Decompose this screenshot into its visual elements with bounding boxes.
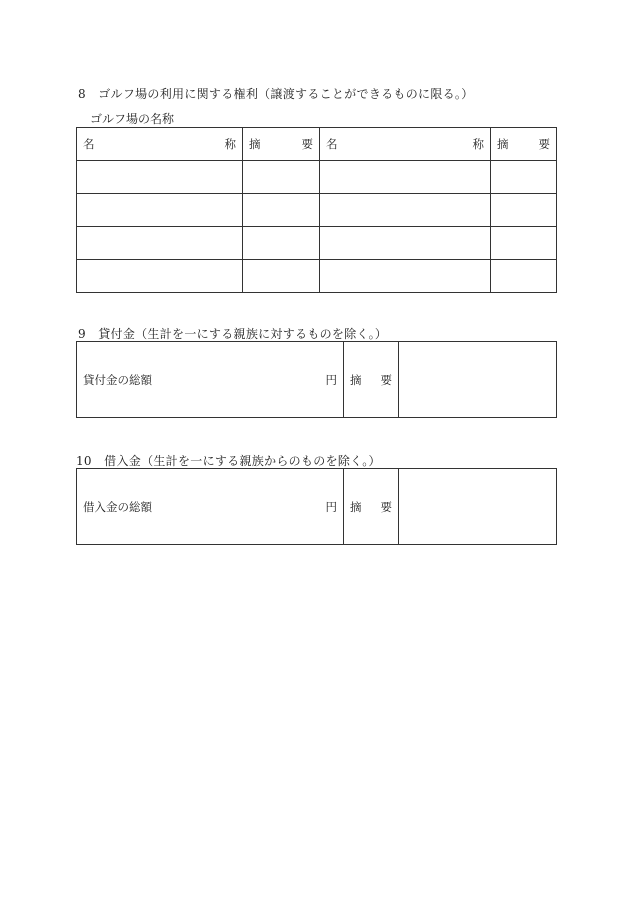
golf-name-cell[interactable] [77, 194, 243, 227]
borrowing-summary-value[interactable] [399, 469, 557, 545]
golf-summary-cell[interactable] [243, 194, 320, 227]
borrowing-summary-label: 摘 要 [344, 469, 399, 545]
golf-course-name-label: ゴルフ場の名称 [90, 112, 175, 126]
golf-name-cell[interactable] [320, 161, 491, 194]
table-row [77, 227, 557, 260]
borrowing-total-unit: 円 [325, 499, 337, 514]
loans-receivable-table [76, 341, 557, 418]
header-name-left: 名 称 [77, 128, 243, 161]
golf-summary-cell[interactable] [243, 227, 320, 260]
golf-summary-cell[interactable] [491, 227, 557, 260]
borrowing-total-label: 借入金の総額 [83, 499, 152, 514]
table-row [77, 342, 557, 418]
table-header-row [77, 128, 557, 161]
golf-name-cell[interactable] [77, 260, 243, 293]
golf-name-cell[interactable] [320, 194, 491, 227]
loan-summary-label: 摘 要 [344, 342, 399, 418]
table-row [77, 161, 557, 194]
loan-total-cell[interactable] [77, 342, 344, 418]
golf-name-cell[interactable] [320, 227, 491, 260]
borrowings-table [76, 468, 557, 545]
golf-rights-table [76, 127, 557, 293]
golf-summary-cell[interactable] [491, 260, 557, 293]
golf-name-cell[interactable] [77, 227, 243, 260]
golf-summary-cell[interactable] [243, 260, 320, 293]
loan-total-label: 貸付金の総額 [83, 372, 152, 387]
golf-name-cell[interactable] [77, 161, 243, 194]
header-name-right: 名 称 [320, 128, 491, 161]
table-row [77, 469, 557, 545]
golf-summary-cell[interactable] [491, 161, 557, 194]
section-10-title: 10 借入金（生計を一にする親族からのものを除く。） [76, 454, 381, 468]
section-8-title: 8 ゴルフ場の利用に関する権利（譲渡することができるものに限る。） [78, 87, 474, 101]
golf-name-cell[interactable] [320, 260, 491, 293]
golf-summary-cell[interactable] [491, 194, 557, 227]
section-9-title: 9 貸付金（生計を一にする親族に対するものを除く。） [78, 327, 388, 341]
golf-summary-cell[interactable] [243, 161, 320, 194]
header-summary-left: 摘 要 [243, 128, 320, 161]
loan-summary-value[interactable] [399, 342, 557, 418]
loan-total-unit: 円 [325, 372, 337, 387]
borrowing-total-cell[interactable] [77, 469, 344, 545]
table-row [77, 194, 557, 227]
table-row [77, 260, 557, 293]
header-summary-right: 摘 要 [491, 128, 557, 161]
